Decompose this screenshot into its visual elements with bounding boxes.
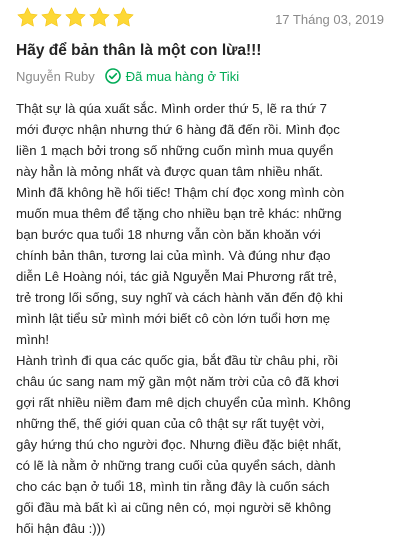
review-body-line: có lẽ là nằm ở những trang cuối của quyển sách, dành (16, 458, 336, 473)
check-circle-icon (105, 68, 121, 84)
review-body-line: chính bản thân, tương lai của mình. Và đúng như đạo (16, 248, 331, 263)
review-body-line: diễn Lê Hoàng nói, tác giả Nguyễn Mai Phương rất trẻ, (16, 269, 337, 284)
review-body-line: trẻ trong lối sống, suy nghĩ và cách hành văn đến độ khi (16, 290, 343, 305)
review-body-line: muốn mua thêm để tặng cho nhiều bạn trẻ khác: những (16, 206, 342, 221)
review-meta (16, 66, 239, 86)
review-date: 17 Tháng 03, 2019 (275, 12, 384, 27)
star-icon (112, 6, 135, 29)
review-body-line: hối hận đâu :))) (16, 521, 106, 536)
review-body-line: mới được nhận nhưng thứ 6 hàng đã đến rồi. Mình đọc (16, 122, 340, 137)
review-author: Nguyễn Ruby (16, 68, 95, 84)
star-icon (40, 6, 63, 29)
review-body-line: gối đầu mà bất kì ai cũng nên có, mọi người sẽ không (16, 500, 332, 515)
review-body-line: châu úc sang nam mỹ gần một năm trời của cô đã khơi (16, 374, 339, 389)
star-icon (64, 6, 87, 29)
review-body-line: bạn bước qua tuổi 18 nhưng vẫn còn băn khoăn với (16, 227, 321, 242)
verified-purchase-label: Đã mua hàng ở Tiki (125, 68, 240, 84)
review-body-line: mình! (16, 332, 49, 347)
review-body-line: Hành trình đi qua các quốc gia, bắt đầu từ châu phi, rồi (16, 353, 338, 368)
review-body-line: liền 1 mạch bởi trong số những cuốn mình mua quyển (16, 143, 334, 158)
review-body (16, 98, 392, 539)
star-icon (88, 6, 111, 29)
review-body-line: này hẳn là mỏng nhất và được quan tâm nhiều nhất. (16, 164, 324, 179)
star-rating (16, 6, 135, 29)
review-body-line: cho các bạn ở tuổi 18, mình tin rằng đây là cuốn sách (16, 479, 330, 494)
review-title: Hãy để bản thân là một con lừa!!! (16, 42, 262, 59)
review-body-line: những thế, thế giới quan của cô thật sự rất tuyệt vời, (16, 416, 325, 431)
review-header (16, 6, 384, 34)
review-body-line: Thật sự là qúa xuất sắc. Mình order thứ 5, lẽ ra thứ 7 (16, 101, 327, 116)
review-body-line: mình lật tiểu sử mình mới biết cô còn lớn tuổi hơn mẹ (16, 311, 331, 326)
review-body-line: Mình đã không hề hối tiếc! Thậm chí đọc xong mình còn (16, 185, 345, 200)
review-body-line: gây hứng thú cho người đọc. Nhưng điều đặc biệt nhất, (16, 437, 342, 452)
star-icon (16, 6, 39, 29)
review-body-line: gợi rất nhiều niềm đam mê dịch chuyển của mình. Không (16, 395, 351, 410)
